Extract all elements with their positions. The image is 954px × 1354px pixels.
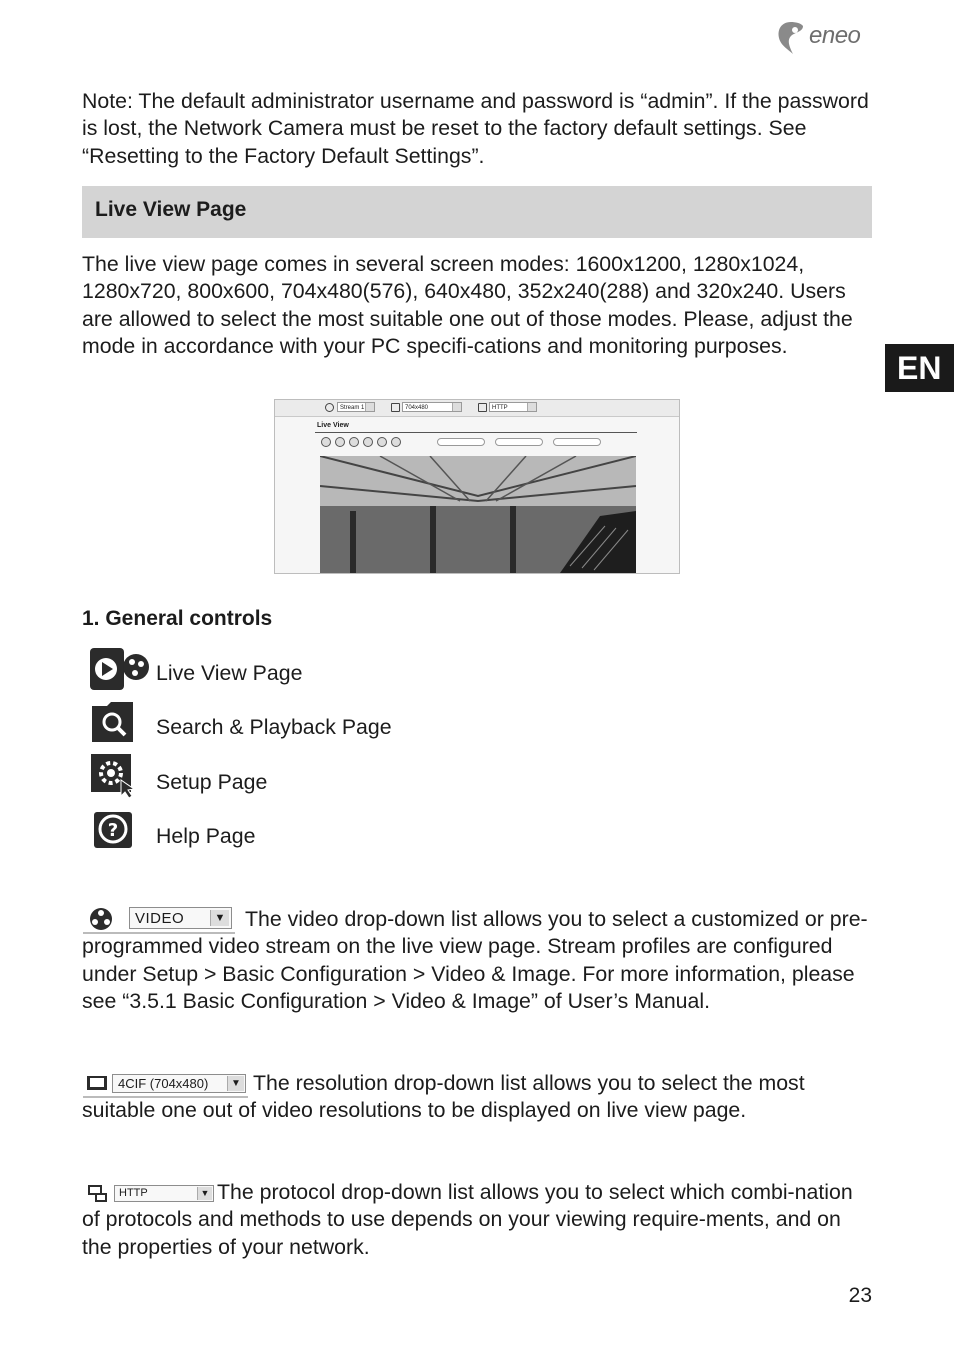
help-icon[interactable] (92, 810, 136, 850)
video-select-value: VIDEO (135, 910, 185, 927)
zoom-control-icon[interactable] (363, 437, 373, 447)
intro-paragraph: The live view page comes in several screen modes: 1600x1200, 1280x1024, 1280x720, 800x600, 704x480(576), 640x480, 352x240(288) and 320x240. Users are allowed to select the most suitable one out of those modes. Please, adjust the mode in accordance with your PC specifi-cations and monitoring purposes. (82, 252, 853, 358)
video-dropdown-paragraph: The video drop-down list allows you to select a customized or pre-programmed video stream on the live view page. Stream profiles are configured under Setup > Basic Configuration > Video & Image. For more information, please see “3.5.1 Basic Configuration > Video & Image” of User’s Manual. (82, 907, 868, 1013)
nav-item-help: Help Page (156, 824, 256, 848)
nav-item-setup: Setup Page (156, 770, 268, 794)
chevron-down-icon[interactable]: ▼ (227, 1076, 244, 1091)
screenshot-title: Live View (317, 422, 349, 429)
screenshot-toolbar (275, 400, 679, 417)
protocol-select-value: HTTP (119, 1187, 148, 1199)
page-number: 23 (848, 1284, 872, 1307)
protocol-select[interactable]: HTTP (489, 402, 537, 412)
general-controls-heading: 1. General controls (82, 607, 273, 630)
svg-text:?: ? (107, 820, 119, 841)
mic-slider[interactable] (495, 438, 543, 446)
fullscreen-control-icon[interactable] (377, 437, 387, 447)
resolution-select-value: 4CIF (704x480) (118, 1076, 209, 1091)
setup-gear-icon[interactable] (89, 752, 141, 798)
section-header-bar (82, 186, 872, 238)
chevron-down-icon[interactable]: ▼ (197, 1187, 212, 1200)
title-divider (315, 432, 637, 433)
video-feed (320, 456, 636, 573)
live-view-icon[interactable] (89, 647, 151, 691)
stop-control-icon[interactable] (335, 437, 345, 447)
protocol-dropdown-paragraph: The protocol drop-down list allows you to select which combi-nation of protocols and methods to use depends on your viewing require-ments, and on the properties of your network. (82, 1180, 853, 1259)
play-control-icon[interactable] (321, 437, 331, 447)
language-tab: EN (885, 344, 954, 392)
section-title: Live View Page (95, 198, 247, 221)
brightness-slider[interactable] (553, 438, 601, 446)
live-view-screenshot (274, 399, 680, 574)
eneo-swirl-icon (775, 20, 807, 56)
monitor-icon (391, 403, 400, 412)
chevron-down-icon[interactable]: ▼ (210, 910, 229, 926)
resolution-select[interactable]: 704x480 (402, 402, 462, 412)
nav-item-live-view: Live View Page (156, 661, 303, 685)
stream-reel-icon (325, 403, 334, 412)
record-control-icon[interactable] (391, 437, 401, 447)
search-folder-icon[interactable] (89, 700, 137, 744)
resolution-dropdown-paragraph: The resolution drop-down list allows you to select the most suitable one out of video resolutions to be displayed on live view page. (82, 1071, 805, 1123)
eneo-logo (775, 20, 875, 56)
nav-item-search-playback: Search & Playback Page (156, 715, 392, 739)
network-icon (478, 403, 487, 412)
volume-slider[interactable] (437, 438, 485, 446)
snapshot-control-icon[interactable] (349, 437, 359, 447)
logo-text: eneo (809, 22, 861, 49)
note-paragraph: Note: The default administrator username and password is “admin”. If the password is lost, the Network Camera must be reset to the factory default settings. See “Resetting to the Factory Default Settings”. (82, 89, 869, 168)
stream-select[interactable]: Stream 1 (337, 402, 375, 412)
